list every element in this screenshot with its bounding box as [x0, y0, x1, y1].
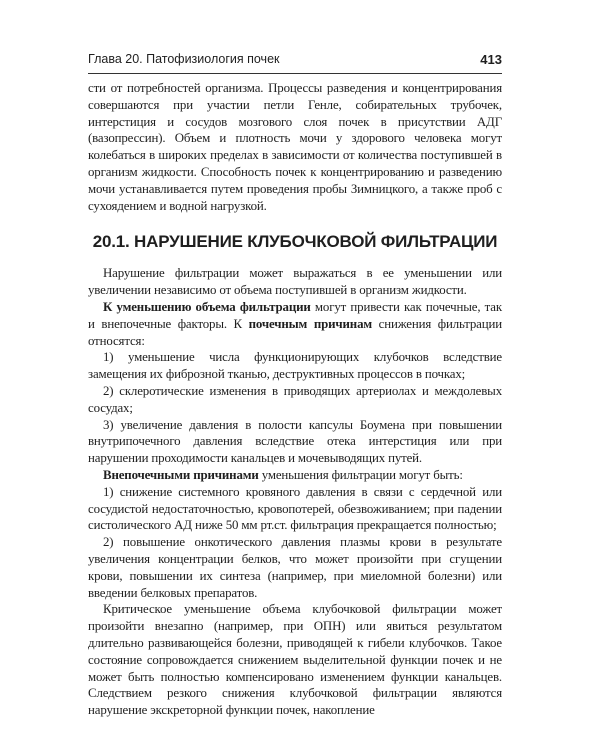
paragraph: К уменьшению объема фильтрации могут привести как почечные, так и внепочечные факторы. К почечным причинам снижения фильтрации относятся: — [88, 299, 502, 348]
paragraph: Внепочечными причинами уменьшения фильтрации могут быть: — [103, 467, 463, 482]
header-rule — [88, 73, 502, 74]
page-number: 413 — [480, 52, 502, 67]
paragraph: Критическое уменьшение объема клубочковой фильтрации может произойти внезапно (например, при ОПН) или явиться результатом длительно развивающейся болезни, приводящей к гибели клубочков. Такое состояние сопровождается снижением выделительной функции почек и не может быть полностью компенсировано изменением функции канальцев. Следствием резкого снижения клубочковой фильтрации являются нарушение экскреторной функции почек, накопление — [88, 602, 502, 718]
bold-term: почечным причинам — [248, 316, 372, 331]
chapter-title: Глава 20. Патофизиология почек — [88, 52, 280, 66]
list-item: 3) увеличение давления в полости капсулы Боумена при повышении внутрипочечного давления вследствие отека интерстиция или при нарушении проходимости канальцев и мочевыводящих путей. — [88, 417, 502, 466]
section-heading: 20.1. НАРУШЕНИЕ КЛУБОЧКОВОЙ ФИЛЬТРАЦИИ — [92, 232, 498, 252]
bold-term: Внепочечными причинами — [103, 467, 259, 482]
bold-term: К уменьшению объема фильтрации — [103, 299, 311, 314]
body-text — [88, 80, 502, 719]
paragraph: Нарушение фильтрации может выражаться в ее уменьшении или увеличении независимо от объема поступившей в организм жидкости. — [88, 266, 502, 298]
list-item: 2) повышение онкотического давления плазмы крови в результате увеличения концентрации белков, что может произойти при сгущении крови, повышении их синтеза (например, при миеломной болезни) или введении белковых препаратов. — [88, 535, 502, 600]
running-header — [88, 51, 502, 71]
list-item: 1) снижение системного кровяного давления в связи с сердечной или сосудистой недостаточностью, кровопотерей, обезвоживанием; при падении систолического АД ниже 50 мм рт.ст. фильтрация прекращается полностью; — [88, 484, 502, 533]
list-item: 1) уменьшение числа функционирующих клубочков вследствие замещения их фиброзной тканью, деструктивных процессов в почках; — [88, 350, 502, 382]
list-item: 2) склеротические изменения в приводящих артериолах и междолевых сосудах; — [88, 383, 502, 415]
paragraph-continued: сти от потребностей организма. Процессы разведения и концентрирования совершаются при участии петли Генле, собирательных трубочек, интерстиция и сосудов мозгового слоя почек в присутствии АДГ (вазопрессин). Объем и плотность мочи у здорового человека могут колебаться в широких пределах в зависимости от количества поступившей в организм жидкости. Способность почек к концентрированию и разведению мочи устанавливается путем проведения пробы Зимницкого, а также проб с сухоядением и водной нагрузкой. — [88, 81, 502, 213]
